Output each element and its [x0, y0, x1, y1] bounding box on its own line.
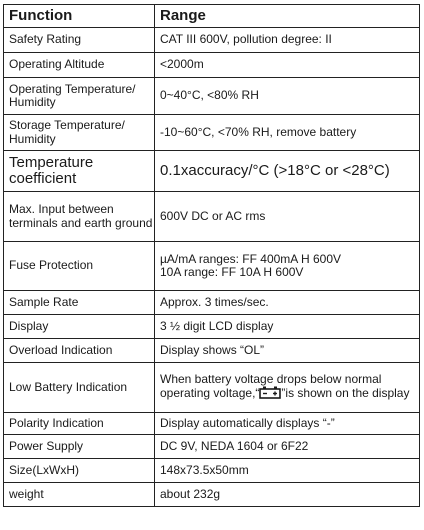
- table-row: [4, 151, 420, 192]
- table-row: [4, 315, 420, 339]
- row-range: [155, 242, 420, 291]
- row-range: 0.1xaccuracy/°C (>18°C or <28°C): [155, 151, 420, 192]
- row-range: <2000m: [155, 53, 420, 78]
- row-range: [155, 363, 420, 413]
- specifications-table: [3, 4, 420, 507]
- row-range: about 232g: [155, 483, 420, 507]
- row-function: Temperature coefficient: [4, 151, 155, 192]
- row-range: 0~40°C, <80% RH: [155, 78, 420, 115]
- row-function: Max. Input between terminals and earth ground: [4, 192, 155, 242]
- table-row: [4, 459, 420, 483]
- fuse-range-line-2: 10A range: FF 10A H 600V: [160, 265, 304, 279]
- row-range: DC 9V, NEDA 1604 or 6F22: [155, 435, 420, 459]
- table-row: [4, 28, 420, 53]
- row-function: Storage Temperature/ Humidity: [4, 115, 155, 151]
- low-battery-text-part2: ”is shown on the display: [281, 386, 410, 400]
- table-row: [4, 483, 420, 507]
- table-row: [4, 78, 420, 115]
- row-function: Polarity Indication: [4, 413, 155, 435]
- table-row: [4, 192, 420, 242]
- row-function: Power Supply: [4, 435, 155, 459]
- table-row: [4, 115, 420, 151]
- table-row: [4, 53, 420, 78]
- row-function: Fuse Protection: [4, 242, 155, 291]
- table-row: [4, 339, 420, 363]
- row-function: weight: [4, 483, 155, 507]
- table-row: [4, 291, 420, 315]
- row-range: 3 ½ digit LCD display: [155, 315, 420, 339]
- row-function: Size(LxWxH): [4, 459, 155, 483]
- row-range: CAT III 600V, pollution degree: II: [155, 28, 420, 53]
- row-range: Display shows “OL”: [155, 339, 420, 363]
- header-range: Range: [155, 5, 420, 28]
- fuse-range-line-1: µA/mA ranges: FF 400mA H 600V: [160, 251, 341, 266]
- table-header-row: [4, 5, 420, 28]
- low-battery-text-part1: When battery voltage drops below normal operating voltage,“: [160, 371, 382, 400]
- table-row: [4, 413, 420, 435]
- row-function: Low Battery Indication: [4, 363, 155, 413]
- row-range: 600V DC or AC rms: [155, 192, 420, 242]
- row-function: Safety Rating: [4, 28, 155, 53]
- row-function: Sample Rate: [4, 291, 155, 315]
- battery-icon: [259, 386, 281, 402]
- table-row: [4, 242, 420, 291]
- row-range: -10~60°C, <70% RH, remove battery: [155, 115, 420, 151]
- row-range: 148x73.5x50mm: [155, 459, 420, 483]
- header-function: Function: [4, 5, 155, 28]
- row-function: Operating Temperature/ Humidity: [4, 78, 155, 115]
- table-row: [4, 435, 420, 459]
- row-function: Display: [4, 315, 155, 339]
- row-function: Operating Altitude: [4, 53, 155, 78]
- table-row: [4, 363, 420, 413]
- row-range: Approx. 3 times/sec.: [155, 291, 420, 315]
- row-function: Overload Indication: [4, 339, 155, 363]
- row-range: Display automatically displays “-”: [155, 413, 420, 435]
